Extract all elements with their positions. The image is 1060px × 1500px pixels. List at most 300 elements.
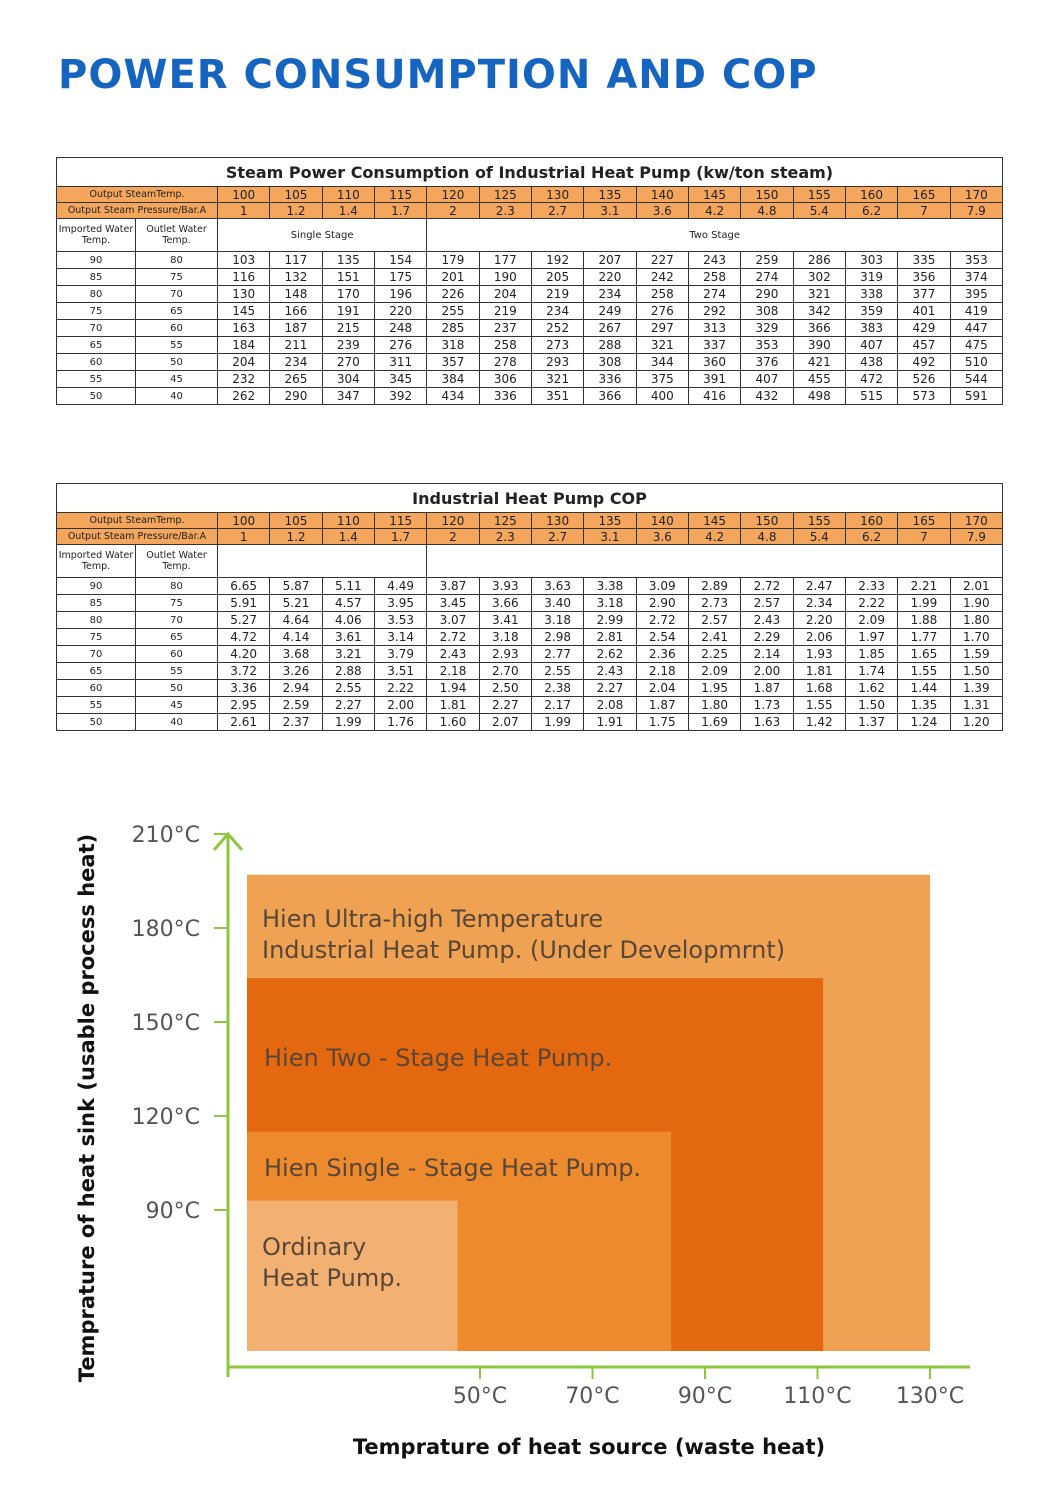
value-cell: 2.81 — [584, 629, 636, 646]
value-cell: 353 — [950, 252, 1002, 269]
value-cell: 1.94 — [427, 680, 479, 697]
value-cell: 329 — [741, 320, 793, 337]
value-cell: 288 — [584, 337, 636, 354]
value-cell: 1.80 — [950, 612, 1002, 629]
value-cell: 259 — [741, 252, 793, 269]
imported-temp-cell: 85 — [57, 269, 136, 286]
outlet-temp-cell: 55 — [136, 337, 218, 354]
value-cell: 2.21 — [898, 578, 950, 595]
value-cell: 2.98 — [531, 629, 583, 646]
value-cell: 175 — [374, 269, 426, 286]
steam-temp-cell: 110 — [322, 513, 374, 529]
imported-temp-cell: 70 — [57, 320, 136, 337]
imported-temp-cell: 75 — [57, 629, 136, 646]
value-cell: 1.63 — [741, 714, 793, 731]
value-cell: 234 — [584, 286, 636, 303]
pressure-cell: 7.9 — [950, 203, 1002, 219]
value-cell: 407 — [741, 371, 793, 388]
value-cell: 1.77 — [898, 629, 950, 646]
y-tick-label: 180°C — [131, 917, 200, 943]
value-cell: 438 — [845, 354, 897, 371]
value-cell: 347 — [322, 388, 374, 405]
imported-temp-cell: 90 — [57, 578, 136, 595]
pressure-cell: 1 — [218, 529, 270, 545]
value-cell: 1.87 — [636, 697, 688, 714]
steam-temp-cell: 170 — [950, 187, 1002, 203]
outlet-temp-cell: 70 — [136, 286, 218, 303]
x-tick-label: 50°C — [452, 1384, 508, 1409]
value-cell: 258 — [688, 269, 740, 286]
value-cell: 374 — [950, 269, 1002, 286]
value-cell: 2.18 — [427, 663, 479, 680]
value-cell: 2.95 — [218, 697, 270, 714]
value-cell: 308 — [584, 354, 636, 371]
pressure-cell: 4.8 — [741, 529, 793, 545]
value-cell: 290 — [270, 388, 322, 405]
steam-temp-cell: 125 — [479, 513, 531, 529]
value-cell: 2.72 — [741, 578, 793, 595]
value-cell: 1.90 — [950, 595, 1002, 612]
value-cell: 201 — [427, 269, 479, 286]
pressure-cell: 4.2 — [688, 203, 740, 219]
pressure-cell: 4.2 — [688, 529, 740, 545]
steam-temp-cell: 140 — [636, 513, 688, 529]
value-cell: 276 — [374, 337, 426, 354]
value-cell: 377 — [898, 286, 950, 303]
value-cell: 215 — [322, 320, 374, 337]
outlet-temp-cell: 40 — [136, 714, 218, 731]
cop-grid — [56, 483, 1003, 731]
value-cell: 434 — [427, 388, 479, 405]
steam-temp-cell: 155 — [793, 513, 845, 529]
value-cell: 2.43 — [584, 663, 636, 680]
value-cell: 1.73 — [741, 697, 793, 714]
value-cell: 184 — [218, 337, 270, 354]
steam-temp-cell: 135 — [584, 513, 636, 529]
value-cell: 286 — [793, 252, 845, 269]
value-cell: 2.72 — [427, 629, 479, 646]
value-cell: 395 — [950, 286, 1002, 303]
value-cell: 3.66 — [479, 595, 531, 612]
value-cell: 1.62 — [845, 680, 897, 697]
pressure-cell: 6.2 — [845, 529, 897, 545]
table-row — [57, 337, 1003, 354]
value-cell: 1.80 — [688, 697, 740, 714]
value-cell: 1.20 — [950, 714, 1002, 731]
value-cell: 3.68 — [270, 646, 322, 663]
imported-temp-cell: 50 — [57, 388, 136, 405]
value-cell: 248 — [374, 320, 426, 337]
value-cell: 166 — [270, 303, 322, 320]
value-cell: 274 — [741, 269, 793, 286]
steam-temp-cell: 150 — [741, 513, 793, 529]
imported-temp-cell: 90 — [57, 252, 136, 269]
page-title: POWER CONSUMPTION AND COP — [58, 52, 818, 98]
table-row — [57, 371, 1003, 388]
value-cell: 2.14 — [741, 646, 793, 663]
imported-temp-cell: 50 — [57, 714, 136, 731]
value-cell: 1.59 — [950, 646, 1002, 663]
value-cell: 2.38 — [531, 680, 583, 697]
value-cell: 2.06 — [793, 629, 845, 646]
value-cell: 421 — [793, 354, 845, 371]
steam-temp-cell: 120 — [427, 513, 479, 529]
value-cell: 3.21 — [322, 646, 374, 663]
value-cell: 313 — [688, 320, 740, 337]
steam-temp-cell: 110 — [322, 187, 374, 203]
value-cell: 219 — [479, 303, 531, 320]
value-cell: 591 — [950, 388, 1002, 405]
pressure-cell: 7 — [898, 203, 950, 219]
value-cell: 2.37 — [270, 714, 322, 731]
pressure-cell: 1.7 — [374, 203, 426, 219]
value-cell: 1.31 — [950, 697, 1002, 714]
value-cell: 3.63 — [531, 578, 583, 595]
value-cell: 321 — [531, 371, 583, 388]
value-cell: 204 — [218, 354, 270, 371]
value-cell: 190 — [479, 269, 531, 286]
table-row — [57, 595, 1003, 612]
value-cell: 145 — [218, 303, 270, 320]
value-cell: 2.22 — [374, 680, 426, 697]
value-cell: 1.70 — [950, 629, 1002, 646]
region-label: Hien Single - Stage Heat Pump. — [264, 1154, 642, 1182]
value-cell: 306 — [479, 371, 531, 388]
value-cell: 1.37 — [845, 714, 897, 731]
outlet-temp-cell: 65 — [136, 629, 218, 646]
value-cell: 3.53 — [374, 612, 426, 629]
value-cell: 2.57 — [688, 612, 740, 629]
imported-temp-cell: 85 — [57, 595, 136, 612]
value-cell: 400 — [636, 388, 688, 405]
imported-temp-cell: 55 — [57, 371, 136, 388]
x-tick-label: 70°C — [565, 1384, 620, 1409]
value-cell: 376 — [741, 354, 793, 371]
value-cell: 2.09 — [688, 663, 740, 680]
value-cell: 432 — [741, 388, 793, 405]
value-cell: 492 — [898, 354, 950, 371]
pressure-cell: 5.4 — [793, 203, 845, 219]
value-cell: 239 — [322, 337, 374, 354]
pressure-cell: 1 — [218, 203, 270, 219]
value-cell: 234 — [531, 303, 583, 320]
imported-temp-cell: 65 — [57, 337, 136, 354]
value-cell: 4.14 — [270, 629, 322, 646]
pressure-cell: 1.2 — [270, 529, 322, 545]
value-cell: 2.18 — [636, 663, 688, 680]
region-label: Hien Ultra-high Temperature — [262, 905, 604, 933]
value-cell: 191 — [322, 303, 374, 320]
value-cell: 526 — [898, 371, 950, 388]
steam-temp-cell: 100 — [218, 513, 270, 529]
region-label: Ordinary — [262, 1233, 367, 1261]
value-cell: 515 — [845, 388, 897, 405]
value-cell: 544 — [950, 371, 1002, 388]
value-cell: 1.69 — [688, 714, 740, 731]
value-cell: 2.89 — [688, 578, 740, 595]
value-cell: 2.27 — [322, 697, 374, 714]
value-cell: 297 — [636, 320, 688, 337]
pressure-cell: 1.4 — [322, 203, 374, 219]
value-cell: 336 — [584, 371, 636, 388]
y-tick-label: 90°C — [145, 1199, 200, 1224]
value-cell: 4.20 — [218, 646, 270, 663]
value-cell: 3.36 — [218, 680, 270, 697]
value-cell: 359 — [845, 303, 897, 320]
value-cell: 2.33 — [845, 578, 897, 595]
value-cell: 2.27 — [479, 697, 531, 714]
value-cell: 1.88 — [898, 612, 950, 629]
value-cell: 447 — [950, 320, 1002, 337]
value-cell: 498 — [793, 388, 845, 405]
value-cell: 416 — [688, 388, 740, 405]
value-cell: 2.72 — [636, 612, 688, 629]
value-cell: 1.42 — [793, 714, 845, 731]
steam-temp-cell: 125 — [479, 187, 531, 203]
value-cell: 151 — [322, 269, 374, 286]
value-cell: 3.18 — [584, 595, 636, 612]
imported-temp-cell: 70 — [57, 646, 136, 663]
value-cell: 265 — [270, 371, 322, 388]
value-cell: 2.50 — [479, 680, 531, 697]
steam-power-grid — [56, 157, 1003, 405]
x-tick-label: 130°C — [895, 1384, 965, 1409]
value-cell: 475 — [950, 337, 1002, 354]
value-cell: 2.90 — [636, 595, 688, 612]
steam-temp-cell: 165 — [898, 513, 950, 529]
value-cell: 211 — [270, 337, 322, 354]
value-cell: 2.73 — [688, 595, 740, 612]
value-cell: 391 — [688, 371, 740, 388]
value-cell: 6.65 — [218, 578, 270, 595]
value-cell: 1.60 — [427, 714, 479, 731]
value-cell: 232 — [218, 371, 270, 388]
table-row — [57, 680, 1003, 697]
value-cell: 273 — [531, 337, 583, 354]
steam-power-consumption-table — [56, 157, 1002, 405]
value-cell: 290 — [741, 286, 793, 303]
table-caption: Industrial Heat Pump COP — [57, 484, 1003, 513]
value-cell: 353 — [741, 337, 793, 354]
value-cell: 1.97 — [845, 629, 897, 646]
region-label: Heat Pump. — [262, 1264, 403, 1292]
value-cell: 262 — [218, 388, 270, 405]
value-cell: 226 — [427, 286, 479, 303]
pressure-cell: 7.9 — [950, 529, 1002, 545]
table-row — [57, 269, 1003, 286]
two-stage-header: Two Stage — [427, 219, 1003, 252]
single-stage-header — [218, 545, 427, 578]
x-axis-label: Temprature of heat source (waste heat) — [352, 1435, 826, 1459]
steam-temp-cell: 120 — [427, 187, 479, 203]
value-cell: 255 — [427, 303, 479, 320]
value-cell: 336 — [479, 388, 531, 405]
value-cell: 345 — [374, 371, 426, 388]
outlet-temp-cell: 45 — [136, 371, 218, 388]
outlet-temp-cell: 50 — [136, 680, 218, 697]
value-cell: 2.01 — [950, 578, 1002, 595]
value-cell: 3.95 — [374, 595, 426, 612]
steam-temp-cell: 145 — [688, 513, 740, 529]
value-cell: 2.41 — [688, 629, 740, 646]
value-cell: 219 — [531, 286, 583, 303]
outlet-temp-cell: 75 — [136, 595, 218, 612]
value-cell: 308 — [741, 303, 793, 320]
outlet-temp-cell: 75 — [136, 269, 218, 286]
steam-temp-cell: 155 — [793, 187, 845, 203]
pressure-label: Output Steam Pressure/Bar.A — [57, 529, 218, 545]
value-cell: 2.47 — [793, 578, 845, 595]
value-cell: 2.77 — [531, 646, 583, 663]
value-cell: 3.51 — [374, 663, 426, 680]
outlet-temp-cell: 80 — [136, 578, 218, 595]
value-cell: 338 — [845, 286, 897, 303]
value-cell: 366 — [584, 388, 636, 405]
steam-temp-cell: 105 — [270, 513, 322, 529]
value-cell: 357 — [427, 354, 479, 371]
pressure-cell: 2 — [427, 203, 479, 219]
value-cell: 285 — [427, 320, 479, 337]
value-cell: 1.75 — [636, 714, 688, 731]
table-row — [57, 697, 1003, 714]
value-cell: 1.93 — [793, 646, 845, 663]
value-cell: 2.61 — [218, 714, 270, 731]
steam-temp-cell: 100 — [218, 187, 270, 203]
value-cell: 135 — [322, 252, 374, 269]
value-cell: 2.27 — [584, 680, 636, 697]
value-cell: 1.65 — [898, 646, 950, 663]
table-row — [57, 354, 1003, 371]
value-cell: 2.34 — [793, 595, 845, 612]
value-cell: 3.45 — [427, 595, 479, 612]
outlet-temp-cell: 60 — [136, 320, 218, 337]
steam-temp-cell: 115 — [374, 187, 426, 203]
value-cell: 1.55 — [793, 697, 845, 714]
value-cell: 3.14 — [374, 629, 426, 646]
imported-temp-cell: 75 — [57, 303, 136, 320]
value-cell: 132 — [270, 269, 322, 286]
table-row — [57, 646, 1003, 663]
pressure-cell: 2.7 — [531, 529, 583, 545]
table-row — [57, 612, 1003, 629]
single-stage-header: Single Stage — [218, 219, 427, 252]
value-cell: 335 — [898, 252, 950, 269]
value-cell: 4.72 — [218, 629, 270, 646]
value-cell: 455 — [793, 371, 845, 388]
steam-temp-cell: 160 — [845, 513, 897, 529]
value-cell: 2.57 — [741, 595, 793, 612]
value-cell: 5.87 — [270, 578, 322, 595]
value-cell: 1.50 — [950, 663, 1002, 680]
value-cell: 321 — [793, 286, 845, 303]
value-cell: 3.41 — [479, 612, 531, 629]
value-cell: 2.54 — [636, 629, 688, 646]
value-cell: 1.85 — [845, 646, 897, 663]
value-cell: 2.93 — [479, 646, 531, 663]
value-cell: 2.43 — [741, 612, 793, 629]
value-cell: 1.50 — [845, 697, 897, 714]
value-cell: 321 — [636, 337, 688, 354]
steam-temp-cell: 135 — [584, 187, 636, 203]
value-cell: 3.26 — [270, 663, 322, 680]
value-cell: 2.07 — [479, 714, 531, 731]
value-cell: 252 — [531, 320, 583, 337]
value-cell: 3.61 — [322, 629, 374, 646]
value-cell: 2.22 — [845, 595, 897, 612]
value-cell: 237 — [479, 320, 531, 337]
value-cell: 392 — [374, 388, 426, 405]
value-cell: 1.99 — [531, 714, 583, 731]
value-cell: 2.25 — [688, 646, 740, 663]
value-cell: 1.44 — [898, 680, 950, 697]
value-cell: 2.00 — [741, 663, 793, 680]
value-cell: 2.17 — [531, 697, 583, 714]
value-cell: 303 — [845, 252, 897, 269]
value-cell: 375 — [636, 371, 688, 388]
value-cell: 3.40 — [531, 595, 583, 612]
outlet-temp-cell: 55 — [136, 663, 218, 680]
value-cell: 292 — [688, 303, 740, 320]
value-cell: 3.07 — [427, 612, 479, 629]
value-cell: 1.81 — [793, 663, 845, 680]
value-cell: 3.18 — [531, 612, 583, 629]
steam-temp-cell: 140 — [636, 187, 688, 203]
two-stage-header — [427, 545, 1003, 578]
value-cell: 1.95 — [688, 680, 740, 697]
imported-temp-cell: 65 — [57, 663, 136, 680]
pressure-cell: 3.6 — [636, 529, 688, 545]
value-cell: 3.38 — [584, 578, 636, 595]
outlet-water-temp-header: Outlet Water Temp. — [136, 545, 218, 578]
outlet-temp-cell: 40 — [136, 388, 218, 405]
value-cell: 130 — [218, 286, 270, 303]
value-cell: 573 — [898, 388, 950, 405]
value-cell: 204 — [479, 286, 531, 303]
value-cell: 179 — [427, 252, 479, 269]
steam-temp-label: Output SteamTemp. — [57, 187, 218, 203]
value-cell: 4.06 — [322, 612, 374, 629]
value-cell: 302 — [793, 269, 845, 286]
table-row — [57, 388, 1003, 405]
y-tick-label: 150°C — [131, 1011, 200, 1037]
value-cell: 1.74 — [845, 663, 897, 680]
value-cell: 1.81 — [427, 697, 479, 714]
pressure-cell: 1.7 — [374, 529, 426, 545]
imported-temp-cell: 80 — [57, 286, 136, 303]
x-tick-label: 110°C — [783, 1384, 852, 1409]
region-label: Hien Two - Stage Heat Pump. — [264, 1044, 613, 1072]
table-row — [57, 303, 1003, 320]
pressure-cell: 1.2 — [270, 203, 322, 219]
value-cell: 419 — [950, 303, 1002, 320]
value-cell: 1.39 — [950, 680, 1002, 697]
value-cell: 2.20 — [793, 612, 845, 629]
pressure-cell: 3.1 — [584, 529, 636, 545]
pressure-cell: 2.3 — [479, 203, 531, 219]
value-cell: 2.55 — [322, 680, 374, 697]
value-cell: 401 — [898, 303, 950, 320]
value-cell: 383 — [845, 320, 897, 337]
value-cell: 2.00 — [374, 697, 426, 714]
value-cell: 1.55 — [898, 663, 950, 680]
value-cell: 472 — [845, 371, 897, 388]
outlet-temp-cell: 80 — [136, 252, 218, 269]
steam-temp-cell: 170 — [950, 513, 1002, 529]
value-cell: 2.08 — [584, 697, 636, 714]
value-cell: 170 — [322, 286, 374, 303]
value-cell: 4.57 — [322, 595, 374, 612]
steam-temp-cell: 115 — [374, 513, 426, 529]
